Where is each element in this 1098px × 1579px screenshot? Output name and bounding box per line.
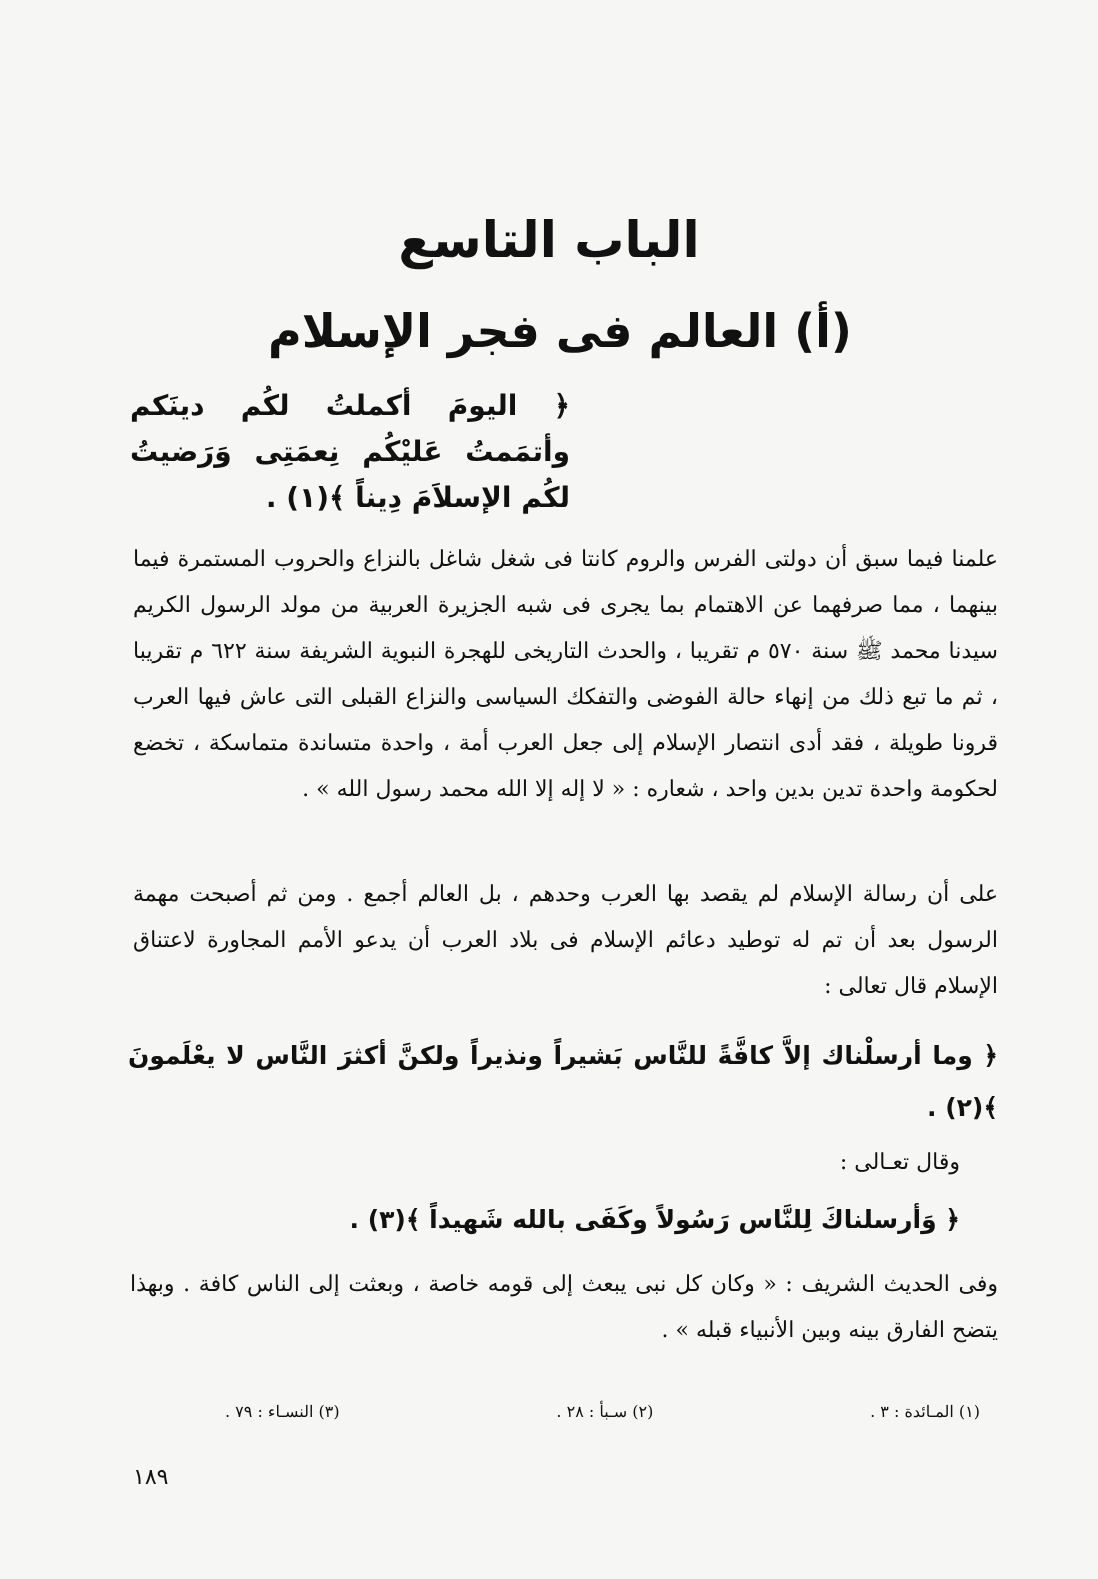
quran-verse-3: ﴿ وَأرسلناكَ لِلنَّاس رَسُولاً وكَفَى بالله شَهيداً ﴾(٣) . — [349, 1205, 960, 1234]
qala-intro: وقال تعـالى : — [839, 1150, 960, 1175]
page-number: ١٨٩ — [133, 1465, 169, 1490]
footnotes — [225, 1397, 980, 1427]
footnote-3: (٣) النسـاء : ٧٩ . — [225, 1402, 340, 1421]
footnote-1: (١) المـائدة : ٣ . — [870, 1402, 980, 1421]
quran-verse-2: ﴿ وما أرسلْناك إلاَّ كافَّةً للنَّاس بَشيراً ونذيراً ولكنَّ أكثرَ النَّاس لا يعْلَمونَ ﴾(٢) . — [128, 1041, 998, 1122]
quran-verse-1: ﴿ اليومَ أكملتُ لكُم دينَكم وأتمَمتُ عَليْكُم نِعمَتِى وَرَضيتُ لكُم الإسلاَمَ دِيناً ﴾(١) . — [130, 389, 570, 514]
paragraph-3: وفى الحديث الشريف : « وكان كل نبى يبعث إلى قومه خاصة ، وبعثت إلى الناس كافة . وبهذا يتضح الفارق بينه وبين الأنبياء قبله » . — [130, 1272, 998, 1343]
paragraph-2: على أن رسالة الإسلام لم يقصد بها العرب وحدهم ، بل العالم أجمع . ومن ثم أصبحت مهمة الرسول بعد أن تم له توطيد دعائم الإسلام فى بلاد العرب أن يدعو الأمم المجاورة لاعتناق الإسلام قال تعالى : — [133, 882, 998, 999]
paragraph-1: علمنا فيما سبق أن دولتى الفرس والروم كانتا فى شغل شاغل بالنزاع والحروب المستمرة فيما بينهما ، مما صرفهما عن الاهتمام بما يجرى فى شبه الجزيرة العربية من مولد الرسول الكريم سيدنا محمد ﷺ سنة ٥٧٠ م تقريبا ، والحدث التاريخى للهجرة النبوية الشريفة سنة ٦٢٢ م تقريبا ، ثم ما تبع ذلك من إنهاء حالة الفوضى والتفكك السياسى والنزاع القبلى التى عاش فيها العرب قرونا طويلة ، فقد أدى انتصار الإسلام إلى جعل العرب أمة ، واحدة متساندة متماسكة ، تخضع لحكومة واحدة تدين بدين واحد ، شعاره : « لا إله إلا الله محمد رسول الله » . — [133, 547, 998, 802]
footnote-2: (٢) سـبأ : ٢٨ . — [556, 1402, 654, 1421]
section-title: (أ) العالم فى فجر الإسلام — [268, 304, 852, 358]
chapter-title: الباب التاسع — [398, 211, 700, 269]
